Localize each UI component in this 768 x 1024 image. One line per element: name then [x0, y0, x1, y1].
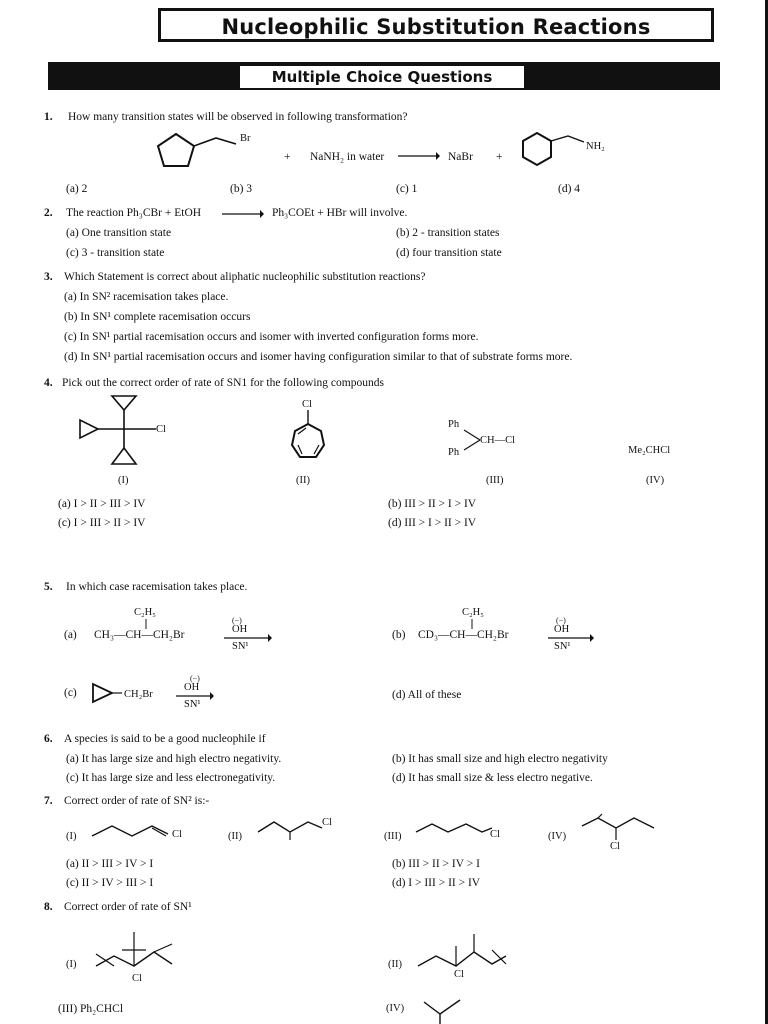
q7-option-a[interactable]: (a) II > III > IV > I — [66, 858, 154, 870]
q5c-oh: OH — [184, 682, 200, 693]
q1-br-label: Br — [240, 133, 251, 144]
q4-compound-III-chcl: CH—Cl — [480, 435, 516, 446]
q2-reaction-arrow — [222, 208, 266, 220]
q8-cl-I: Cl — [132, 973, 142, 984]
q5-option-d[interactable]: (d) All of these — [392, 689, 462, 701]
q8-cl-II: Cl — [454, 969, 464, 980]
q6-number: 6. — [44, 733, 53, 745]
q4-cl-label-II: Cl — [302, 399, 312, 410]
q3-option-b[interactable]: (b) In SN¹ complete racemisation occurs — [64, 311, 251, 323]
q4-compound-IV: Me₂CHCl — [628, 445, 671, 456]
q4-option-c[interactable]: (c) I > III > II > IV — [58, 517, 146, 529]
q5b-oh-charge: (−) — [556, 616, 566, 625]
q7-compound-I-structure — [90, 820, 174, 842]
q8-compound-I-structure — [92, 920, 188, 972]
q2-text-right: Ph₃COEt + HBr will involve. — [272, 207, 408, 219]
q5b-sn1: SN¹ — [554, 641, 571, 652]
q8-compound-IV-structure — [420, 994, 466, 1024]
q3-number: 3. — [44, 271, 53, 283]
q7-cl-II: Cl — [322, 817, 332, 828]
q5-number: 5. — [44, 581, 53, 593]
q5c-label: (c) — [64, 687, 77, 699]
q6-option-b[interactable]: (b) It has small size and high electro negativity — [392, 753, 608, 765]
q8-label-IV: (IV) — [386, 1003, 405, 1014]
q2-number: 2. — [44, 207, 53, 219]
q1-plus-2: + — [496, 151, 503, 163]
q3-option-a[interactable]: (a) In SN² racemisation takes place. — [64, 291, 229, 303]
q7-compound-III-structure — [414, 818, 494, 840]
q8-label-I: (I) — [66, 959, 77, 970]
q1-nh2-label: NH₂ — [586, 141, 605, 152]
q8-number: 8. — [44, 901, 53, 913]
q1-reaction-arrow — [398, 150, 440, 162]
q2-option-c[interactable]: (c) 3 - transition state — [66, 247, 165, 259]
q8-compound-II-structure — [414, 926, 510, 972]
q2-text-left: The reaction Ph₃CBr + EtOH — [66, 207, 202, 219]
q7-compound-II-structure — [256, 816, 328, 842]
q1-option-a[interactable]: (a) 2 — [66, 183, 88, 195]
q1-cyclohexylamine-structure — [518, 130, 588, 180]
q1-cyclopentyl-bromide-structure — [150, 128, 270, 188]
q5a-structure: CH₃—CH—CH₂Br — [94, 629, 185, 641]
section-title: Multiple Choice Questions — [271, 68, 493, 86]
q4-compound-II-cycloheptatrienyl-chloride — [286, 410, 336, 470]
q7-label-III: (III) — [384, 831, 402, 842]
q2-option-b[interactable]: (b) 2 - transition states — [396, 227, 500, 239]
q7-text: Correct order of rate of SN² is:- — [64, 795, 210, 807]
section-title-box — [238, 64, 526, 90]
title-box — [158, 8, 714, 42]
q4-option-b[interactable]: (b) III > II > I > IV — [388, 498, 477, 510]
q3-text: Which Statement is correct about aliphatic nucleophilic substitution reactions? — [64, 271, 426, 283]
q8-text: Correct order of rate of SN¹ — [64, 901, 192, 913]
q5a-sn1: SN¹ — [232, 641, 249, 652]
q7-option-b[interactable]: (b) III > II > IV > I — [392, 858, 480, 870]
q5b-label: (b) — [392, 629, 406, 641]
q1-reagent: NaNH₂ in water — [310, 151, 385, 163]
q3-option-d[interactable]: (d) In SN¹ partial racemisation occurs and isomer having configuration similar to that of substrate forms more. — [64, 351, 573, 363]
q4-option-a[interactable]: (a) I > II > III > IV — [58, 498, 146, 510]
q6-option-d[interactable]: (d) It has small size & less electro negative. — [392, 772, 593, 784]
q2-option-a[interactable]: (a) One transition state — [66, 227, 172, 239]
q1-product-nabr: NaBr — [448, 151, 473, 163]
q5b-substituent: C₂H₅ — [462, 607, 484, 618]
q7-label-IV: (IV) — [548, 831, 567, 842]
q6-option-a[interactable]: (a) It has large size and high electro negativity. — [66, 753, 282, 765]
q4-label-IV: (IV) — [646, 475, 665, 486]
q7-compound-IV-structure — [580, 814, 662, 848]
q1-option-b[interactable]: (b) 3 — [230, 183, 253, 195]
q4-ph-top: Ph — [448, 419, 460, 430]
q5c-oh-charge: (−) — [190, 674, 200, 683]
q5a-substituent: C₂H₅ — [134, 607, 156, 618]
q4-text: Pick out the correct order of rate of SN1 for the following compounds — [62, 377, 384, 389]
q5c-cyclopropyl-structure — [90, 682, 124, 704]
q7-cl-IV: Cl — [610, 841, 620, 852]
page-title: Nucleophilic Substitution Reactions — [221, 15, 651, 39]
q4-cl-label-I: Cl — [156, 424, 166, 435]
q1-option-c[interactable]: (c) 1 — [396, 183, 418, 195]
q5b-oh: OH — [554, 624, 570, 635]
q4-option-d[interactable]: (d) III > I > II > IV — [388, 517, 477, 529]
q6-option-c[interactable]: (c) It has large size and less electronegativity. — [66, 772, 276, 784]
q7-number: 7. — [44, 795, 53, 807]
q8-label-II: (II) — [388, 959, 402, 970]
q4-ph-bottom: Ph — [448, 447, 460, 458]
q5a-label: (a) — [64, 629, 77, 641]
q1-number: 1. — [44, 111, 53, 123]
q4-label-II: (II) — [296, 475, 310, 486]
q5c-structure: CH₂Br — [124, 689, 153, 700]
q7-cl-III: Cl — [490, 829, 500, 840]
q7-label-II: (II) — [228, 831, 242, 842]
q7-label-I: (I) — [66, 831, 77, 842]
q5b-structure: CD₃—CH—CH₂Br — [418, 629, 509, 641]
q4-label-I: (I) — [118, 475, 129, 486]
q7-cl-I: Cl — [172, 829, 182, 840]
q8-compound-III: (III) Ph₂CHCl — [58, 1003, 124, 1015]
q1-option-d[interactable]: (d) 4 — [558, 183, 581, 195]
q5c-sn1: SN¹ — [184, 699, 201, 710]
q7-option-c[interactable]: (c) II > IV > III > I — [66, 877, 154, 889]
q7-option-d[interactable]: (d) I > III > II > IV — [392, 877, 481, 889]
q2-option-d[interactable]: (d) four transition state — [396, 247, 502, 259]
q5a-oh: OH — [232, 624, 248, 635]
q1-plus-1: + — [284, 151, 291, 163]
q5a-oh-charge: (−) — [232, 616, 242, 625]
q1-text: How many transition states will be observed in following transformation? — [68, 111, 408, 123]
q5-text: In which case racemisation takes place. — [66, 581, 248, 593]
q4-number: 4. — [44, 377, 53, 389]
q3-option-c[interactable]: (c) In SN¹ partial racemisation occurs and isomer with inverted configuration forms more. — [64, 331, 479, 343]
q4-label-III: (III) — [486, 475, 504, 486]
q6-text: A species is said to be a good nucleophile if — [64, 733, 266, 745]
